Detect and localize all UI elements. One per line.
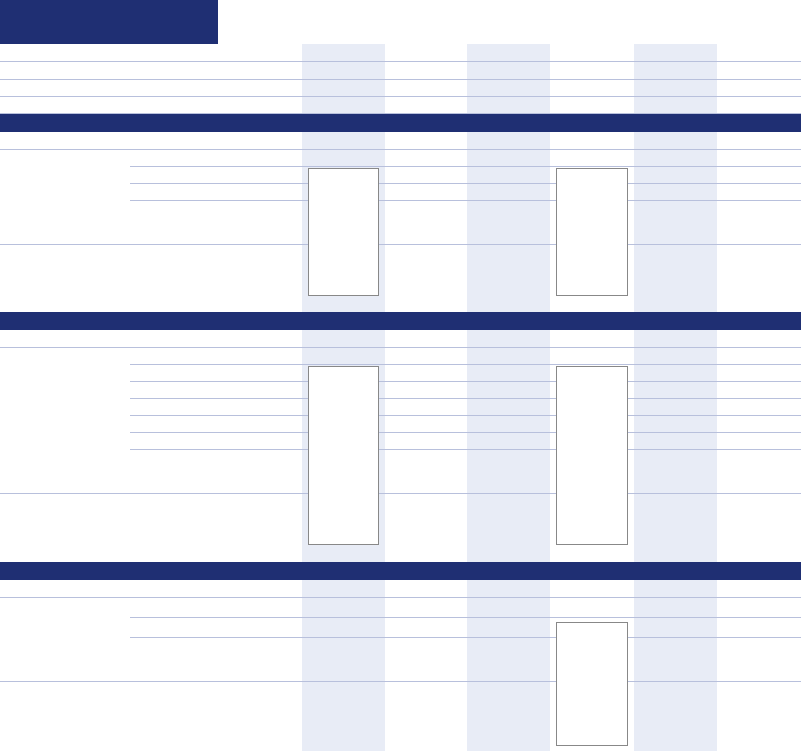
header-size-cell — [550, 44, 634, 62]
header-size-cell — [467, 44, 550, 62]
temp-range-value — [130, 184, 216, 201]
pressure-cell — [218, 618, 302, 638]
select-note-flange — [308, 238, 379, 252]
backpressure-standard-cell — [385, 201, 467, 245]
temp-range-label — [0, 132, 216, 149]
backpressure-bellows-cell — [717, 682, 801, 746]
backpressure-bellows-cell — [717, 494, 801, 558]
temp-range-value — [130, 598, 216, 618]
backpressure-standard-cell — [467, 450, 550, 494]
pressure-cell — [634, 399, 717, 416]
backpressure-bellows-cell — [218, 682, 302, 746]
pressure-cell — [218, 365, 302, 382]
pressure-cell — [634, 150, 717, 167]
standard-design-label — [16, 477, 216, 492]
header-area-cell — [218, 97, 302, 114]
backpressure-bellows-cell — [467, 494, 550, 558]
pressure-cell — [717, 348, 801, 365]
header-flange-cell — [385, 62, 467, 80]
pressure-cell — [467, 184, 550, 201]
pressure-cell — [218, 433, 302, 450]
header-diam-cell — [634, 80, 717, 97]
pressure-cell — [467, 382, 550, 399]
page-title-line2 — [8, 22, 214, 42]
header-diam-cell — [550, 80, 634, 97]
pressure-cell — [385, 399, 467, 416]
select-note-flange — [308, 462, 379, 476]
select-note-label — [556, 210, 628, 224]
pressure-cell — [218, 348, 302, 365]
select-note-label — [556, 662, 628, 676]
pressure-cell — [634, 167, 717, 184]
pressure-cell — [218, 382, 302, 399]
temp-range-label — [0, 580, 216, 597]
backpressure-bellows-cell — [467, 245, 550, 309]
backpressure-standard-cell — [218, 638, 302, 682]
select-note-size — [556, 224, 628, 238]
pressure-cell — [218, 416, 302, 433]
pressure-cell — [302, 618, 385, 638]
pressure-cell — [717, 365, 801, 382]
temp-range-value — [130, 399, 216, 416]
pressure-range-label — [248, 132, 805, 149]
select-note-label — [308, 434, 379, 448]
backpressure-bellows-cell — [218, 245, 302, 309]
pressure-cell — [467, 618, 550, 638]
pressure-cell — [717, 618, 801, 638]
pressure-cell — [717, 184, 801, 201]
pressure-cell — [385, 348, 467, 365]
backpressure-standard-cell — [634, 450, 717, 494]
pressure-cell — [467, 399, 550, 416]
header-label-diam — [0, 80, 215, 97]
header-diam-cell — [385, 80, 467, 97]
backpressure-bellows-cell — [385, 245, 467, 309]
backpressure-standard-cell — [634, 201, 717, 245]
header-flange-cell — [550, 62, 634, 80]
backpressure-bellows-cell — [302, 682, 385, 746]
pressure-cell — [218, 167, 302, 184]
select-note-label — [556, 434, 628, 448]
pressure-cell — [717, 399, 801, 416]
temp-range-value — [130, 365, 216, 382]
temp-range-value — [130, 167, 216, 184]
pressure-cell — [467, 433, 550, 450]
pressure-cell — [385, 150, 467, 167]
pressure-cell — [385, 598, 467, 618]
select-note-size — [556, 448, 628, 462]
backpressure-standard-cell — [218, 450, 302, 494]
header-flange-cell — [467, 62, 550, 80]
pressure-cell — [467, 150, 550, 167]
select-note-size — [308, 448, 379, 462]
header-area-cell — [634, 97, 717, 114]
select-note-flange — [556, 462, 628, 476]
pressure-cell — [634, 598, 717, 618]
header-size-cell — [385, 44, 467, 62]
pressure-cell — [717, 433, 801, 450]
pressure-cell — [218, 184, 302, 201]
header-label-size — [0, 44, 215, 62]
select-note-flange — [556, 690, 628, 704]
backpressure-bellows-cell — [218, 494, 302, 558]
backpressure-bellows-cell — [634, 494, 717, 558]
backpressure-standard-cell — [302, 638, 385, 682]
backpressure-standard-cell — [717, 201, 801, 245]
select-note-label — [308, 210, 379, 224]
pressure-cell — [634, 365, 717, 382]
header-diam-cell — [302, 80, 385, 97]
header-size-cell — [302, 44, 385, 62]
backpressure-bellows-cell — [467, 682, 550, 746]
header-flange-cell — [302, 62, 385, 80]
pressure-cell — [385, 416, 467, 433]
pressure-cell — [218, 150, 302, 167]
header-area-cell — [302, 97, 385, 114]
flange-class-label — [20, 62, 152, 80]
backpressure-bellows-cell — [385, 682, 467, 746]
pressure-cell — [634, 184, 717, 201]
temp-range-value — [130, 150, 216, 167]
section-title — [6, 312, 506, 330]
pressure-cell — [634, 618, 717, 638]
temp-range-label — [0, 330, 216, 347]
header-area-cell — [717, 97, 801, 114]
pressure-cell — [717, 150, 801, 167]
pressure-cell — [467, 416, 550, 433]
pressure-cell — [385, 365, 467, 382]
page-title-line1 — [8, 2, 214, 22]
pressure-cell — [218, 399, 302, 416]
temp-range-value — [130, 416, 216, 433]
pressure-cell — [634, 416, 717, 433]
select-note-size — [308, 224, 379, 238]
select-note-flange — [556, 238, 628, 252]
backpressure-standard-cell — [467, 638, 550, 682]
backpressure-standard-cell — [385, 450, 467, 494]
pressure-cell — [385, 618, 467, 638]
standard-design-label — [16, 665, 216, 680]
temp-range-value — [130, 433, 216, 450]
pressure-cell — [385, 184, 467, 201]
header-size-cell — [634, 44, 717, 62]
backpressure-standard-cell — [717, 638, 801, 682]
pressure-cell — [467, 167, 550, 184]
backpressure-standard-cell — [467, 201, 550, 245]
backpressure-standard-cell — [634, 638, 717, 682]
backpressure-bellows-cell — [385, 494, 467, 558]
header-diam-cell — [218, 80, 302, 97]
pressure-cell — [717, 167, 801, 184]
header-diam-cell — [717, 80, 801, 97]
standard-design-label — [16, 228, 216, 243]
header-flange-cell — [717, 62, 801, 80]
pressure-cell — [385, 382, 467, 399]
pressure-cell — [717, 382, 801, 399]
backpressure-bellows-cell — [634, 682, 717, 746]
pressure-cell — [634, 348, 717, 365]
pressure-cell — [634, 433, 717, 450]
header-diam-cell — [467, 80, 550, 97]
pressure-cell — [717, 598, 801, 618]
backpressure-bellows-cell — [634, 245, 717, 309]
pressure-cell — [634, 382, 717, 399]
flange-class-sub — [155, 63, 218, 81]
header-area-cell — [550, 97, 634, 114]
temp-range-value — [130, 382, 216, 399]
pressure-cell — [467, 598, 550, 618]
header-flange-cell — [634, 62, 717, 80]
pressure-cell — [385, 433, 467, 450]
header-label-area — [0, 97, 215, 114]
pressure-cell — [302, 598, 385, 618]
backpressure-standard-cell — [385, 638, 467, 682]
header-area-cell — [467, 97, 550, 114]
select-note-size — [556, 676, 628, 690]
pressure-cell — [717, 416, 801, 433]
pressure-cell — [385, 167, 467, 184]
pressure-cell — [467, 365, 550, 382]
backpressure-standard-cell — [218, 201, 302, 245]
section-title — [6, 562, 506, 580]
header-flange-cell — [218, 62, 302, 80]
temp-range-value — [130, 348, 216, 365]
pressure-cell — [218, 598, 302, 618]
pressure-range-label — [248, 330, 805, 347]
header-size-cell — [218, 44, 302, 62]
pressure-cell — [467, 348, 550, 365]
temp-range-value — [130, 618, 216, 638]
backpressure-standard-cell — [717, 450, 801, 494]
backpressure-bellows-cell — [717, 245, 801, 309]
header-area-cell — [385, 97, 467, 114]
header-size-cell — [717, 44, 801, 62]
section-title — [6, 114, 506, 132]
pressure-range-label — [248, 580, 805, 597]
